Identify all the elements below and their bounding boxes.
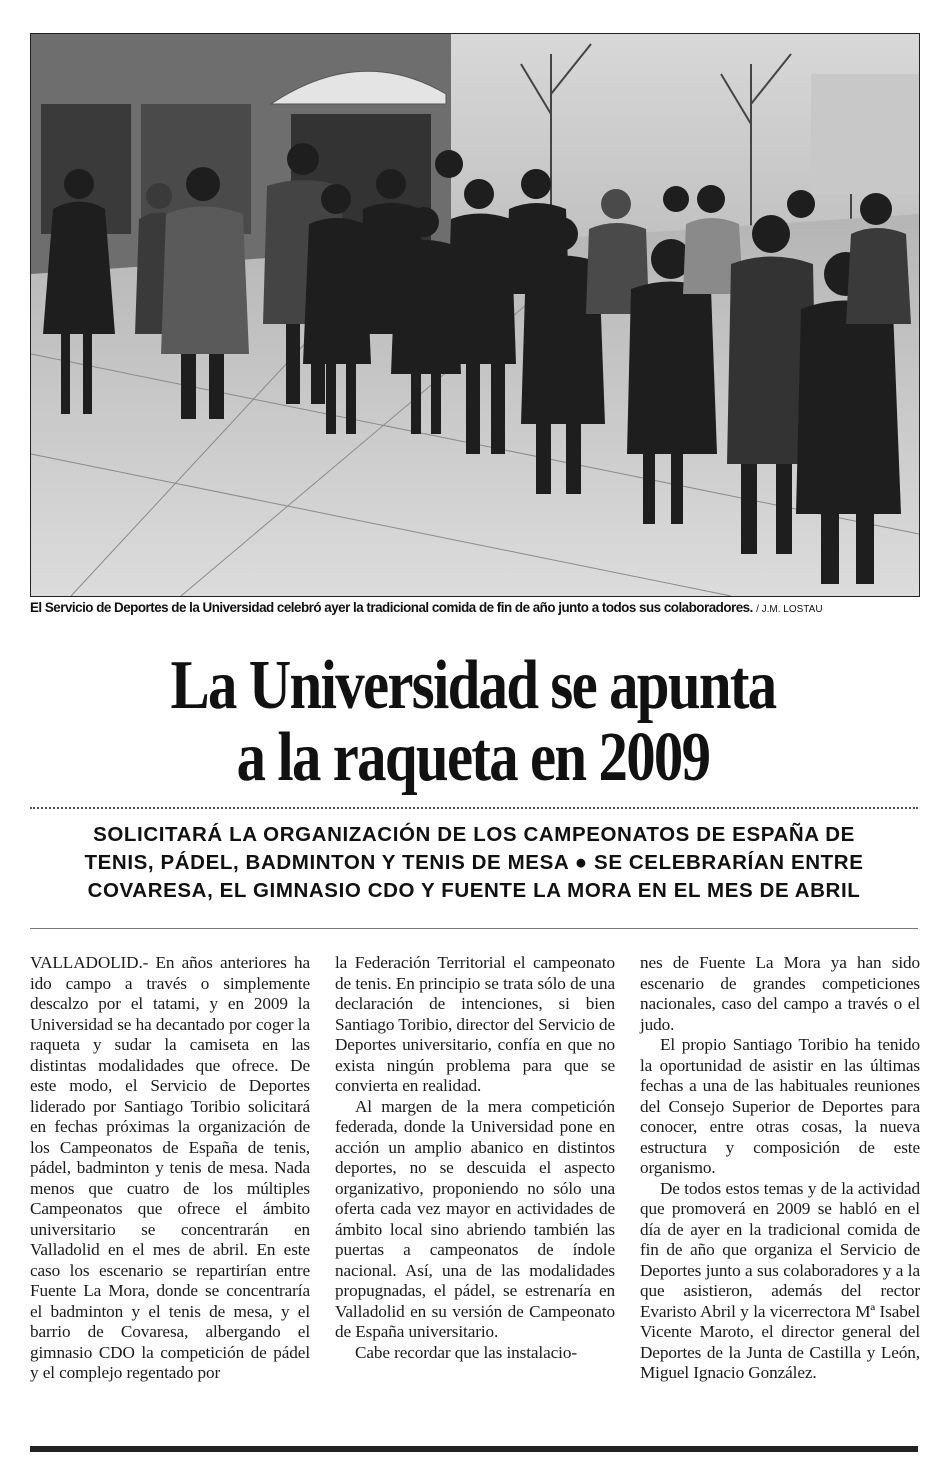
group-photo <box>30 33 920 597</box>
bottom-divider <box>30 1446 918 1452</box>
headline-line-2: a la raqueta en 2009 <box>236 719 710 796</box>
column-1-paragraph-1: VALLADOLID.- En años anteriores ha ido campo a través o simplemente descalzo por el tatami, y en 2009 la Universidad se ha decantado por coger la raqueta y sudar la camiseta en las distintas modalidades que ofrece. De este modo, el Servicio de Deportes liderado por Santiago Toribio solicitará en fechas próximas la organización de los Campeonatos de España de tenis, pádel, badminton y tenis de mesa. Nada menos que cuatro de los múltiples Campeonatos que ofrece el ámbito universitario se concentrarán en Valladolid en el mes de abril. En este caso los escenario se repartirían entre Fuente La Mora, donde se concentraría el badminton y el tenis de mesa, y el barrio de Covaresa, albergando el gimnasio CDO la competición de pádel y el complejo regentado por <box>30 953 310 1382</box>
subheadline-line-3: COVARESA, EL GIMNASIO CDO Y FUENTE LA MORA EN EL MES DE ABRIL <box>87 879 861 902</box>
column-3-paragraph-3: De todos estos temas y de la actividad que promoverá en 2009 se habló en el día de ayer en la tradicional comida de fin de año que organiza el Servicio de Deportes junto a sus colaboradores y a la que asistieron, además del rector Evaristo Abril y la vicerrectora Mª Isabel Vicente Maroto, el director general del Deportes de la Junta de Castilla y León, Miguel Ignacio González. <box>640 1178 920 1382</box>
thin-divider <box>30 928 918 929</box>
column-2-paragraph-1: la Federación Territorial el campeonato de tenis. En principio se trata sólo de una declaración de intenciones, si bien Santiago Toribio, director del Servicio de Deportes universitario, confía en que no exista ningún problema para que se convierta en realidad. <box>335 953 615 1095</box>
column-2-paragraph-2: Al margen de la mera competición federada, donde la Universidad pone en acción un amplio abanico en distintos deportes, no se descuida el aspecto organizativo, proponiendo no sólo una oferta cada vez mayor en actividades de ámbito local sino abriendo también las puertas a campeonatos de índole nacional. Así, una de las modalidades propugnadas, el pádel, se estrenaría en Valladolid en su versión de Campeonato de España universitario. <box>335 1096 615 1341</box>
subheadline-line-2: TENIS, PÁDEL, BADMINTON Y TENIS DE MESA ● SE CELEBRARÍAN ENTRE <box>84 851 864 874</box>
photo-credit: / J.M. LOSTAU <box>756 604 823 615</box>
article-column-1 <box>30 953 310 1384</box>
column-3-paragraph-1: nes de Fuente La Mora ya han sido escenario de grandes competiciones nacionales, caso del campo a través o el judo. <box>640 953 920 1034</box>
column-3-paragraph-2: El propio Santiago Toribio ha tenido la oportunidad de asistir en las últimas fechas a una de las habituales reuniones del Consejo Superior de Deportes para conocer, entre otras cosas, la nueva estructura y composición de este organismo. <box>640 1035 920 1177</box>
headline <box>76 647 871 796</box>
photo-caption <box>30 600 946 615</box>
subheadline-line-1: SOLICITARÁ LA ORGANIZACIÓN DE LOS CAMPEONATOS DE ESPAÑA DE <box>93 823 855 846</box>
headline-line-1: La Universidad se apunta <box>170 647 776 724</box>
subheadline <box>30 821 918 905</box>
caption-text: El Servicio de Deportes de la Universidad celebró ayer la tradicional comida de fin de año junto a todos sus colaboradores. <box>30 600 753 615</box>
article-column-2 <box>335 953 615 1363</box>
article-column-3 <box>640 953 920 1384</box>
group-photo-illustration <box>31 34 919 596</box>
dotted-divider <box>30 807 918 809</box>
column-2-paragraph-3: Cabe recordar que las instalacio- <box>355 1342 577 1362</box>
